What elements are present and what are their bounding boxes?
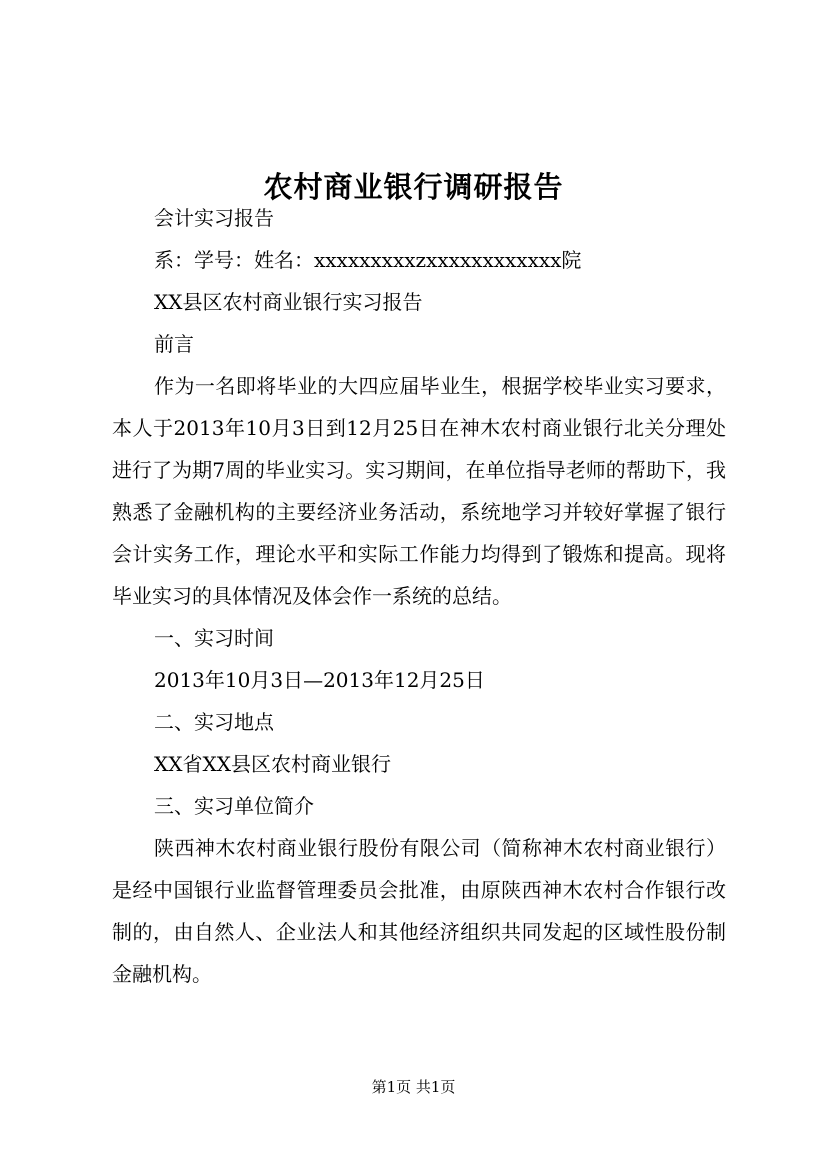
section-heading: 三、实习单位简介: [154, 794, 314, 818]
page-footer: 第1页 共1页: [371, 1078, 456, 1096]
paragraph: 作为一名即将毕业的大四应届毕业生，根据学校毕业实习要求，本人于2013年10月3日到12月25日在神木农村商业银行北关分理处进行了为期7周的毕业实习。实习期间，在单位指导老师的帮助下，我熟悉了金融机构的主要经济业务活动，系统地学习并较好掌握了银行会计实务工作，理论水平和实际工作能力均得到了锻炼和提高。现将毕业实习的具体情况及体会作一系统的总结。: [112, 374, 726, 608]
paragraph: 前言: [154, 332, 194, 356]
section-heading: 一、实习时间: [154, 626, 274, 650]
paragraph: 系：学号：姓名：xxxxxxxxxzxxxxxxxxxxxx院: [154, 248, 582, 272]
paragraph: 会计实习报告: [154, 206, 274, 230]
section-heading: 二、实习地点: [154, 710, 274, 734]
document-body: [112, 197, 726, 995]
document-title: 农村商业银行调研报告: [263, 170, 564, 205]
paragraph: 2013年10月3日—2013年12月25日: [154, 668, 485, 692]
paragraph: 陕西神木农村商业银行股份有限公司（简称神木农村商业银行）是经中国银行业监督管理委员会批准，由原陕西神木农村合作银行改制的，由自然人、企业法人和其他经济组织共同发起的区域性股份制金融机构。: [112, 836, 726, 986]
paragraph: XX县区农村商业银行实习报告: [154, 290, 423, 314]
paragraph: XX省XX县区农村商业银行: [154, 752, 391, 776]
